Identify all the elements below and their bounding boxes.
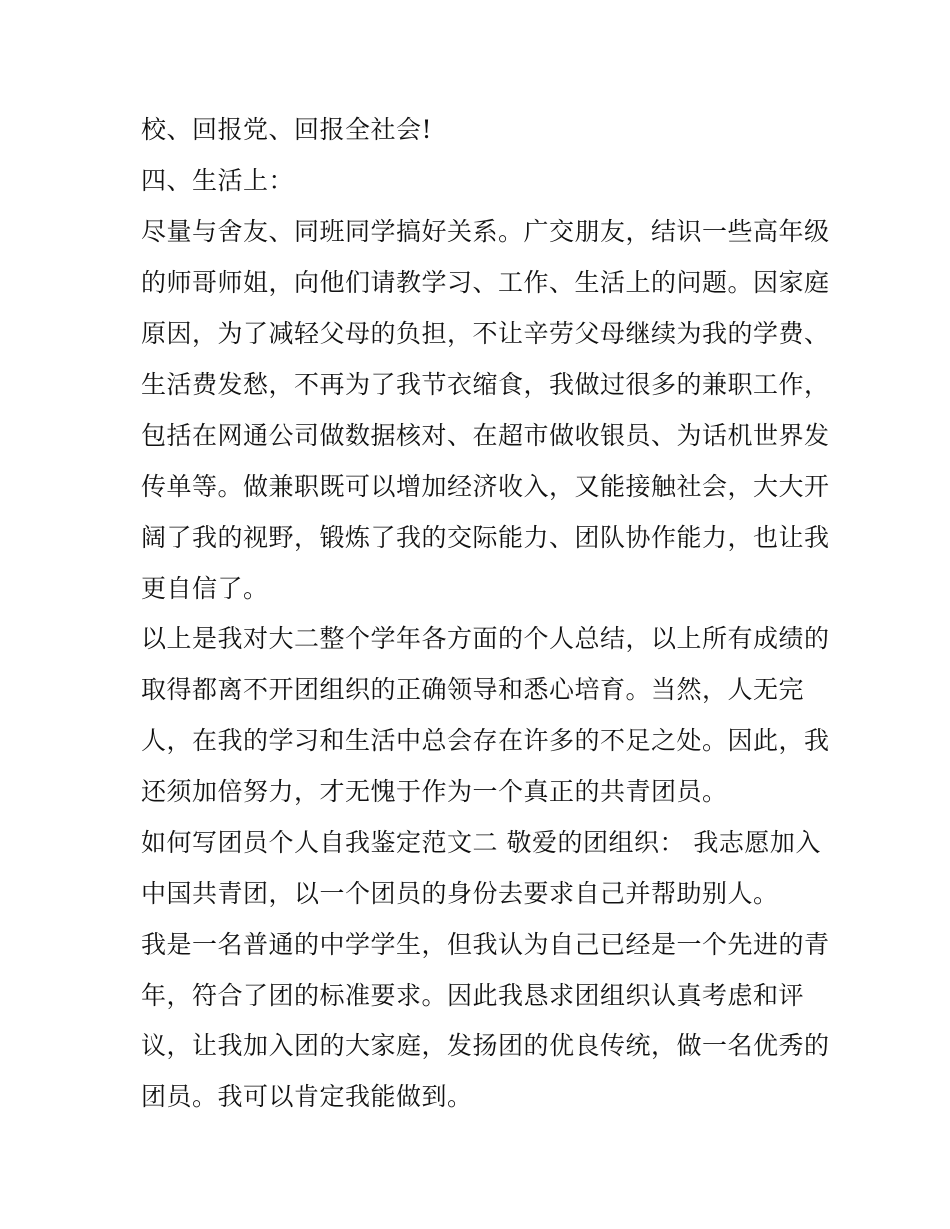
text-line: 包括在网通公司做数据核对、在超市做收银员、为话机世界发 — [141, 421, 830, 450]
text-line: 我是一名普通的中学学生，但我认为自己已经是一个先进的青 — [141, 930, 830, 959]
text-line: 尽量与舍友、同班同学搞好关系。广交朋友，结识一些高年级 — [141, 217, 830, 246]
text-line: 阔了我的视野，锻炼了我的交际能力、团队协作能力，也让我 — [141, 523, 830, 552]
text-line: 校、回报党、回报全社会! — [141, 115, 433, 144]
text-line: 团员。我可以肯定我能做到。 — [141, 1082, 473, 1111]
text-line: 如何写团员个人自我鉴定范文二 敬爱的团组织： 我志愿加入 — [141, 828, 821, 857]
text-line: 的师哥师姐，向他们请教学习、工作、生活上的问题。因家庭 — [141, 268, 830, 297]
text-line: 还须加倍努力，才无愧于作为一个真正的共青团员。 — [141, 777, 728, 806]
text-line: 生活费发愁，不再为了我节衣缩食，我做过很多的兼职工作， — [141, 370, 830, 399]
section-heading: 四、生活上： — [141, 166, 295, 195]
text-line: 议，让我加入团的大家庭，发扬团的优良传统，做一名优秀的 — [141, 1031, 830, 1060]
text-line: 传单等。做兼职既可以增加经济收入，又能接触社会，大大开 — [141, 472, 830, 501]
text-line: 年，符合了团的标准要求。因此我恳求团组织认真考虑和评 — [141, 981, 805, 1010]
text-line: 以上是我对大二整个学年各方面的个人总结，以上所有成绩的 — [141, 624, 830, 653]
text-line: 取得都离不开团组织的正确领导和悉心培育。当然，人无完 — [141, 675, 805, 704]
text-line: 中国共青团，以一个团员的身份去要求自己并帮助别人。 — [141, 879, 779, 908]
text-line: 人，在我的学习和生活中总会存在许多的不足之处。因此，我 — [141, 726, 830, 755]
text-line: 更自信了。 — [141, 574, 269, 603]
text-line: 原因，为了减轻父母的负担，不让辛劳父母继续为我的学费、 — [141, 319, 830, 348]
